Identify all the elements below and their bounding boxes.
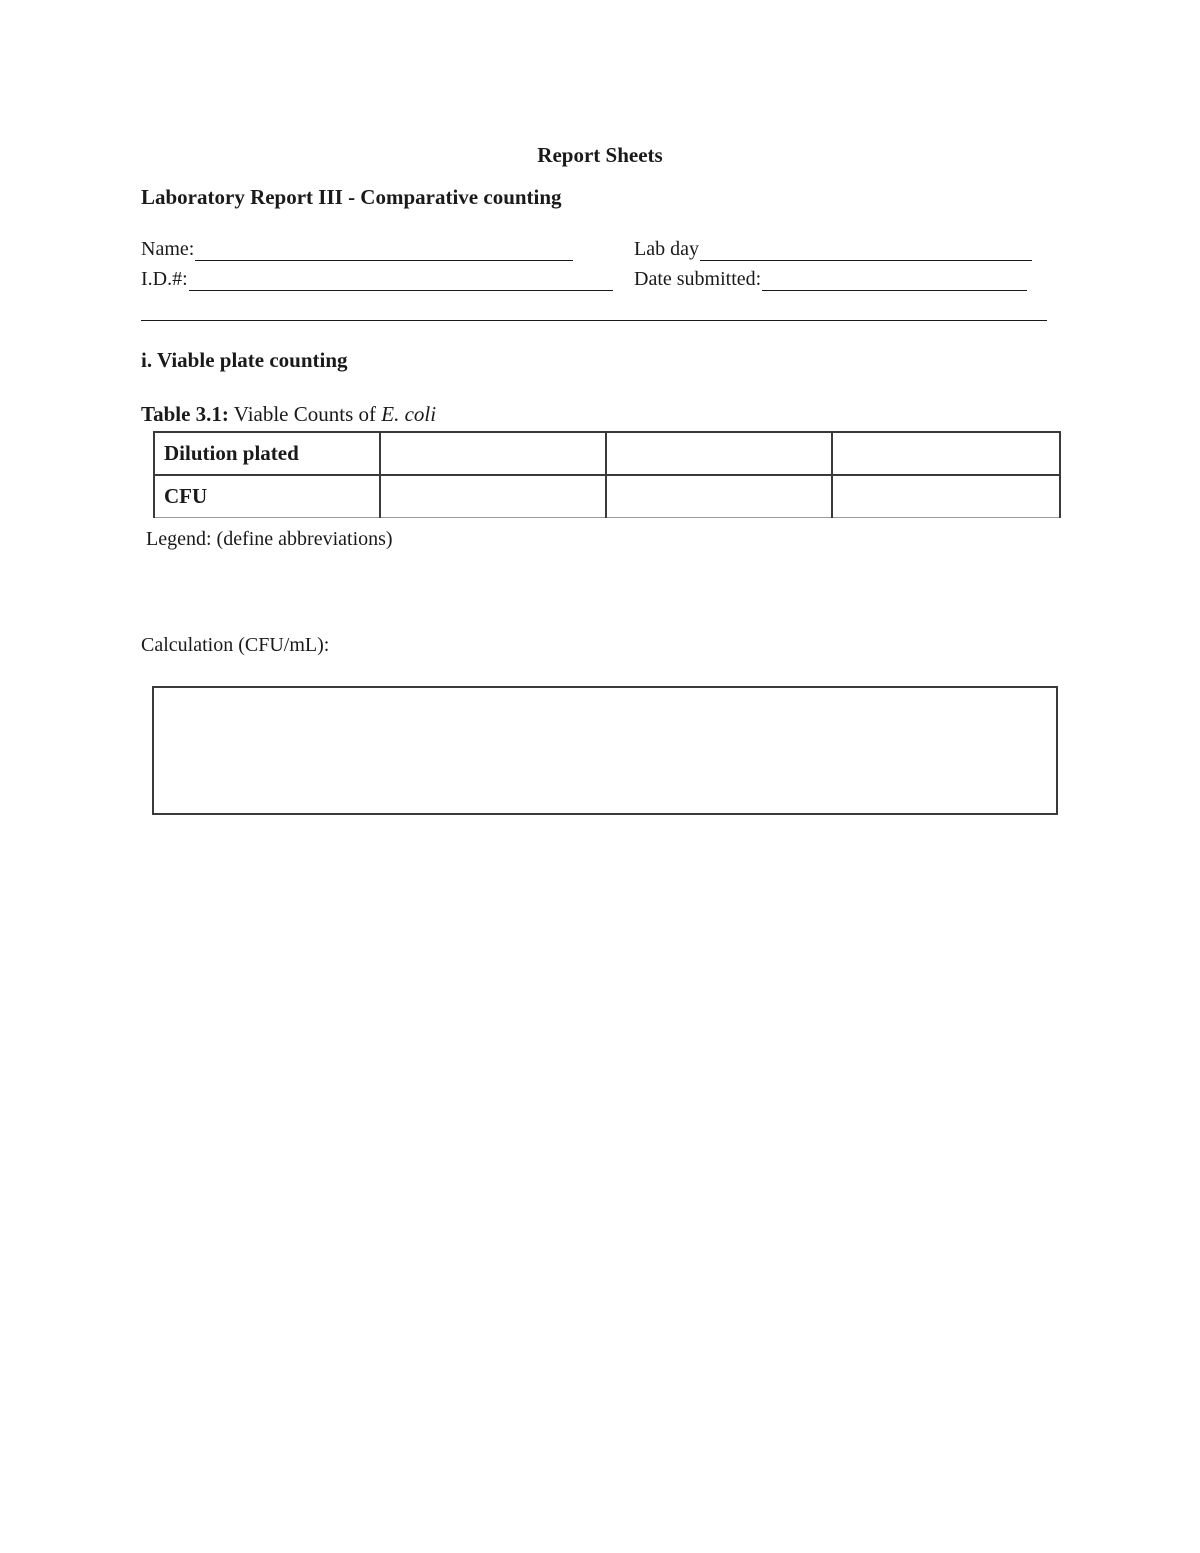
- table-cell[interactable]: [380, 475, 606, 518]
- table-row: [154, 475, 1060, 518]
- table-caption-label: Table 3.1:: [141, 402, 229, 426]
- viable-counts-table: [153, 431, 1061, 518]
- table-caption: [141, 402, 436, 427]
- lab-day-blank-line[interactable]: [700, 240, 1032, 261]
- header-divider-rule: [141, 320, 1047, 321]
- id-field: [141, 268, 613, 291]
- id-label: I.D.#:: [141, 268, 188, 290]
- row-header-dilution-plated: Dilution plated: [154, 432, 380, 475]
- table-caption-text: Viable Counts of: [228, 402, 382, 426]
- table-caption-organism: E. coli: [381, 402, 437, 426]
- date-submitted-label: Date submitted:: [634, 268, 762, 290]
- section-heading: i. Viable plate counting: [141, 348, 348, 372]
- name-blank-line[interactable]: [195, 240, 573, 261]
- lab-day-label: Lab day: [634, 238, 699, 260]
- id-blank-line[interactable]: [189, 270, 613, 291]
- page-heading: Report Sheets: [537, 143, 663, 167]
- table-cell[interactable]: [606, 432, 832, 475]
- report-title: Laboratory Report III - Comparative counting: [141, 185, 562, 209]
- row-header-cfu: CFU: [154, 475, 380, 518]
- calculation-answer-box[interactable]: [152, 686, 1058, 815]
- table-cell[interactable]: [832, 475, 1060, 518]
- table-cell[interactable]: [832, 432, 1060, 475]
- lab-day-field: [634, 238, 1032, 261]
- name-field: [141, 238, 573, 261]
- table-cell[interactable]: [606, 475, 832, 518]
- date-submitted-field: [634, 268, 1027, 291]
- table-row: [154, 432, 1060, 475]
- name-label: Name:: [141, 238, 195, 260]
- legend-text: Legend: (define abbreviations): [146, 528, 393, 550]
- date-submitted-blank-line[interactable]: [762, 270, 1027, 291]
- table-cell[interactable]: [380, 432, 606, 475]
- calculation-label: Calculation (CFU/mL):: [141, 634, 330, 656]
